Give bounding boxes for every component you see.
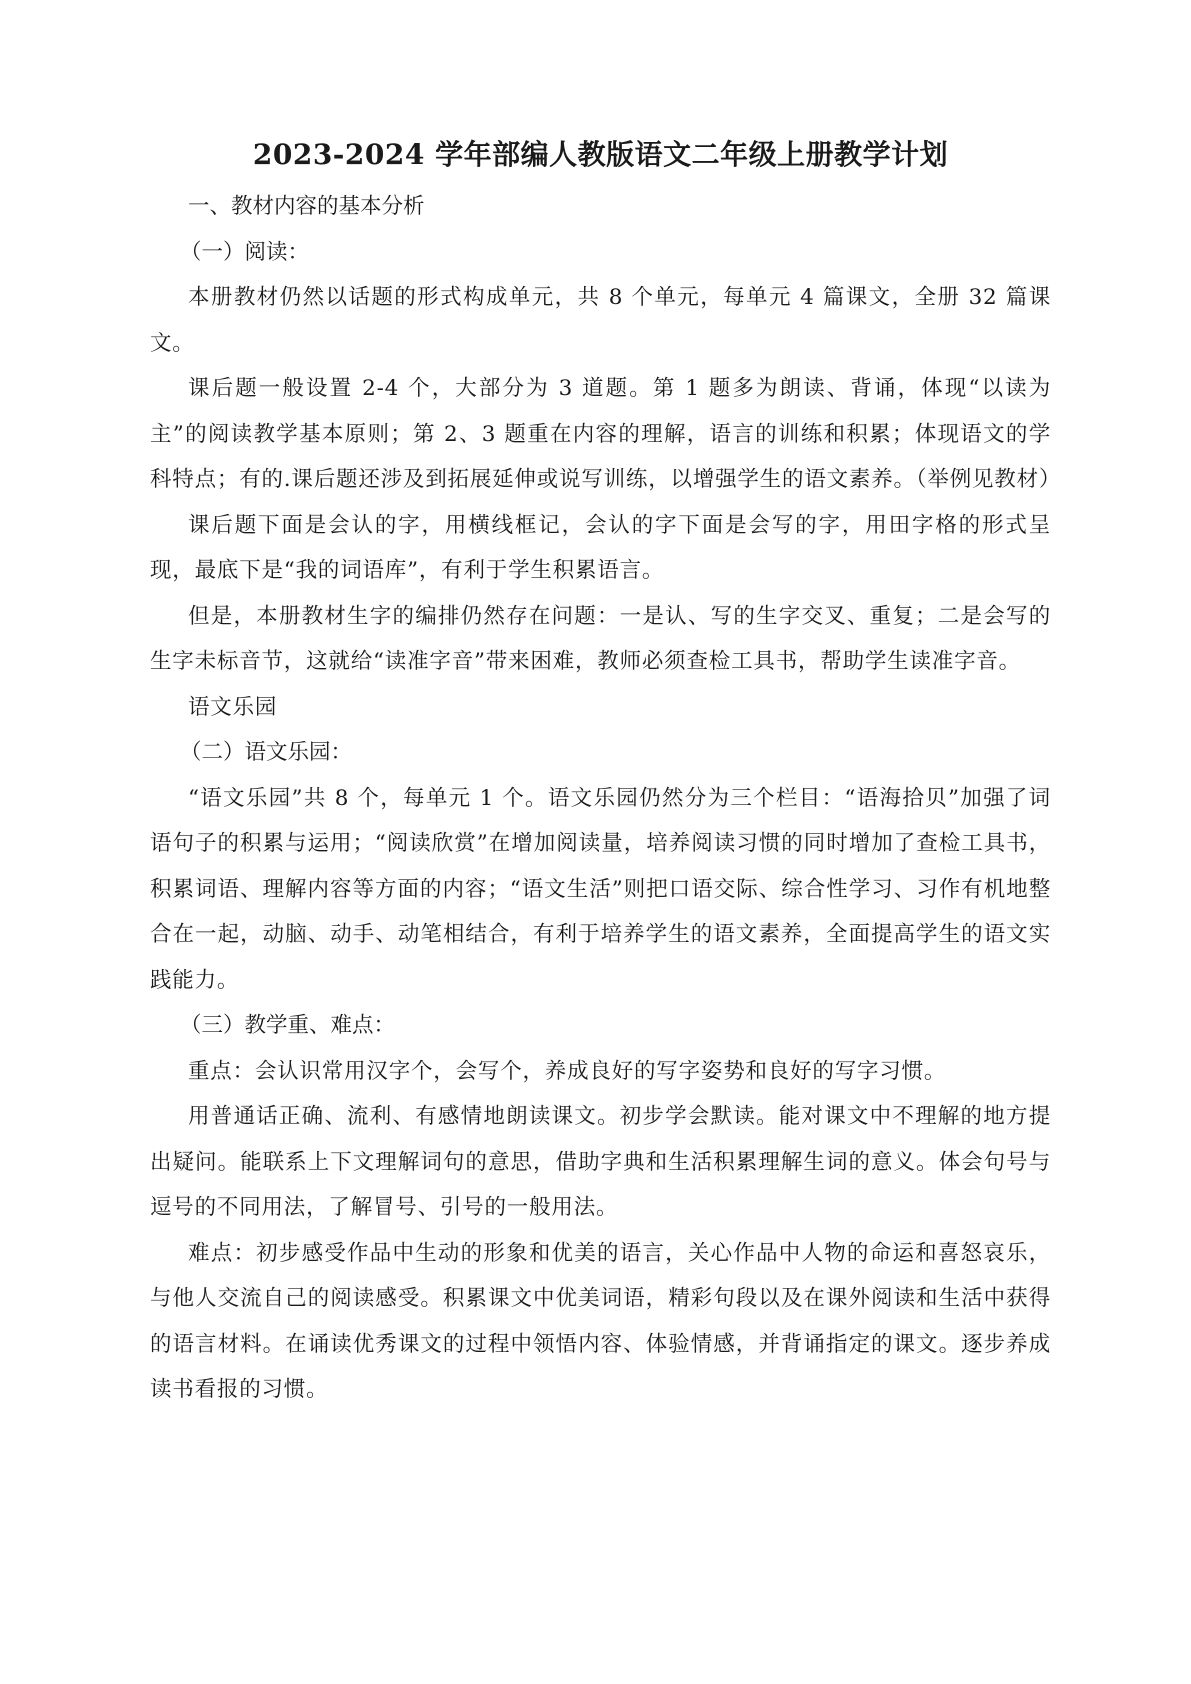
paragraph-garden-1: “语文乐园”共 8 个，每单元 1 个。语文乐园仍然分为三个栏目：“语海拾贝”加强了词语句子的积累与运用；“阅读欣赏”在增加阅读量，培养阅读习惯的同时增加了查检工具书，积累词语、理解内容等方面的内容；“语文生活”则把口语交际、综合性学习、习作有机地整合在一起，动脑、动手、动笔相结合，有利于培养学生的语文素养，全面提高学生的语文实践能力。 [150, 785, 1051, 993]
section-garden-heading: （二）语文乐园： [180, 740, 353, 765]
paragraph-reading-3: 课后题下面是会认的字，用横线框记，会认的字下面是会写的字，用田字格的形式呈现，最底下是“我的词语库”，有利于学生积累语言。 [150, 512, 1051, 583]
paragraph-key-2: 用普通话正确、流利、有感情地朗读课文。初步学会默读。能对课文中不理解的地方提出疑问。能联系上下文理解词句的意思，借助字典和生活积累理解生词的意义。体会句号与逗号的不同用法，了解冒号、引号的一般用法。 [150, 1104, 1051, 1220]
paragraph-key-1: 重点：会认识常用汉字个，会写个，养成良好的写字姿势和良好的写字习惯。 [188, 1058, 947, 1084]
paragraph-reading-4: 但是，本册教材生字的编排仍然存在问题：一是认、写的生字交叉、重复；二是会写的生字未标音节，这就给“读准字音”带来困难，教师必须查检工具书，帮助学生读准字音。 [150, 603, 1051, 674]
paragraph-reading-1: 本册教材仍然以话题的形式构成单元，共 8 个单元，每单元 4 篇课文，全册 32 篇课文。 [150, 285, 1051, 356]
paragraph-key-3: 难点：初步感受作品中生动的形象和优美的语言，关心作品中人物的命运和喜怒哀乐，与他人交流自己的阅读感受。积累课文中优美词语，精彩句段以及在课外阅读和生活中获得的语言材料。在诵读优秀课文的过程中领悟内容、体验情感，并背诵指定的课文。逐步养成读书看报的习惯。 [150, 1240, 1051, 1402]
paragraph-garden-label: 语文乐园 [188, 694, 278, 720]
heading-textbook-analysis: 一、教材内容的基本分析 [188, 194, 425, 219]
paragraph-reading-2: 课后题一般设置 2-4 个，大部分为 3 道题。第 1 题多为朗读、背诵，体现“以读为主”的阅读教学基本原则；第 2、3 题重在内容的理解，语言的训练和积累；体现语文的学科特点；有的.课后题还涉及到拓展延伸或说写训练，以增强学生的语文素养。（举例见教材） [150, 376, 1062, 492]
section-reading-heading: （一）阅读： [180, 239, 310, 265]
document-title: 2023-2024 学年部编人教版语文二年级上册教学计划 [252, 138, 949, 171]
section-key-points-heading: （三）教学重、难点： [180, 1013, 396, 1038]
